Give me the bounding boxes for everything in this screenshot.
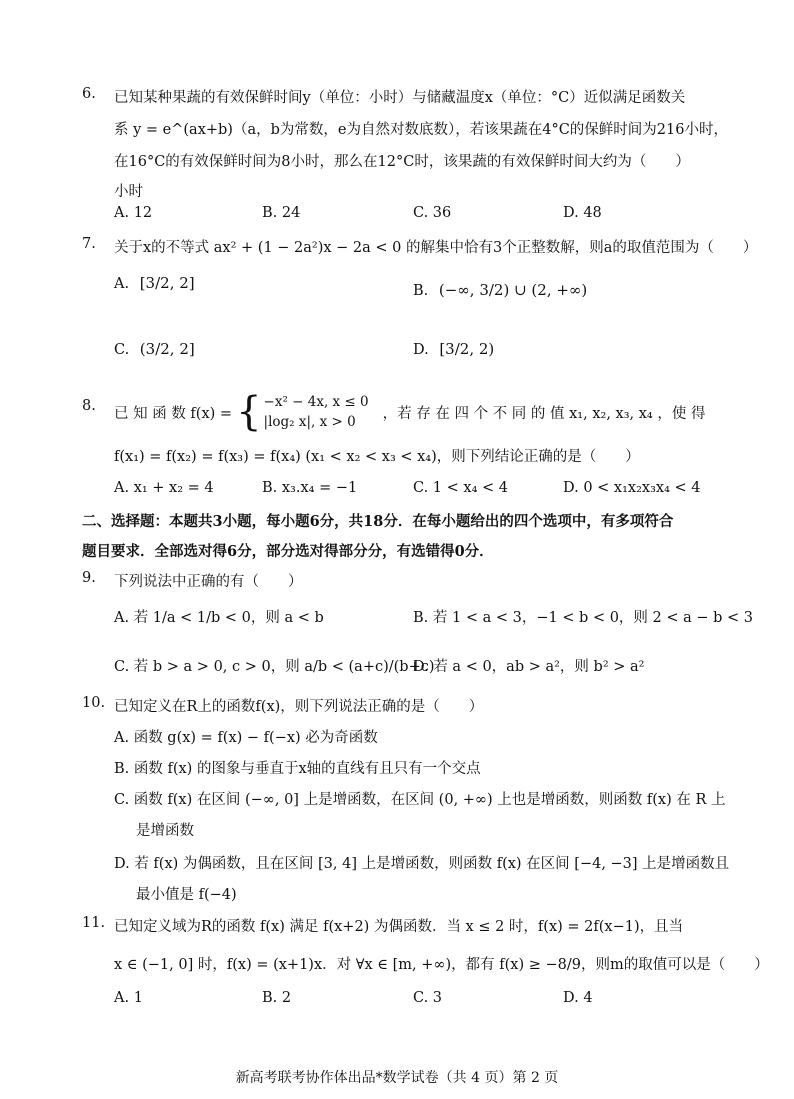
option-d-continued: 最小值是 f(−4)	[136, 887, 237, 903]
option-a[interactable]: A. 函数 g(x) = f(x) − f(−x) 必为奇函数	[114, 730, 378, 746]
option-value: [3/2, 2]	[139, 274, 195, 292]
question-text: 关于x的不等式 ax² + (1 − 2a²)x − 2a < 0 的解集中恰有3个正整数解，则a的取值范围为（ ）	[114, 240, 758, 256]
option-a[interactable]: A. 若 1/a < 1/b < 0，则 a < b	[114, 610, 324, 626]
option-d[interactable]: D. 4	[563, 990, 593, 1006]
option-a[interactable]: A. x₁ + x₂ = 4	[114, 480, 214, 496]
question-text: 在16°C的有效保鲜时间为8小时，那么在12°C时，该果蔬的有效保鲜时间大约为（ ）	[114, 154, 690, 170]
piecewise-function	[236, 389, 369, 435]
case-1: −x² − 4x, x ≤ 0	[263, 394, 369, 410]
question-number: 10.	[82, 695, 106, 711]
question-text: ，若 存 在 四 个 不 同 的 值 x₁, x₂, x₃, x₄ ，使 得	[382, 405, 706, 422]
option-b[interactable]: B. 若 1 < a < 3，−1 < b < 0，则 2 < a − b < 3	[413, 610, 754, 626]
question-text: 已知定义域为R的函数 f(x) 满足 f(x+2) 为偶函数．当 x ≤ 2 时，f(x) = 2f(x−1)，且当	[114, 919, 684, 935]
option-b[interactable]: B. x₃.x₄ = −1	[262, 480, 358, 496]
question-text: f(x₁) = f(x₂) = f(x₃) = f(x₄) (x₁ < x₂ < x₃ < x₄)，则下列结论正确的是（ ）	[114, 449, 640, 465]
question-number: 6.	[82, 86, 96, 102]
option-label: D.	[413, 342, 429, 358]
case-2: |log₂ x|, x > 0	[263, 414, 356, 430]
option-c[interactable]: C. 函数 f(x) 在区间 (−∞, 0] 上是增函数，在区间 (0, +∞) 上也是增函数，则函数 f(x) 在 R 上	[114, 792, 726, 808]
option-c[interactable]: C. 3	[413, 990, 443, 1006]
option-label: B.	[413, 283, 429, 299]
question-text: 已 知 函 数 f(x) =	[114, 405, 233, 422]
page-footer: 新高考联考协作体出品*数学试卷（共 4 页）第 2 页	[235, 1070, 559, 1086]
option-d[interactable]: D. 0 < x₁x₂x₃x₄ < 4	[563, 480, 701, 496]
option-d[interactable]: D. 若 f(x) 为偶函数，且在区间 [3, 4] 上是增函数，则函数 f(x) 在区间 [−4, −3] 上是增函数且	[114, 856, 730, 872]
question-text: 小时	[114, 184, 143, 200]
option-a[interactable]	[114, 274, 195, 292]
question-number: 8.	[82, 398, 96, 414]
option-c[interactable]: C. 若 b > a > 0, c > 0，则 a/b < (a+c)/(b+c)	[114, 659, 435, 675]
section-text: 二、选择题：本题共3小题，每小题6分，共18分．在每小题给出的四个选项中，有多项符合	[82, 513, 674, 530]
option-d[interactable]	[413, 340, 494, 358]
question-text: 已知某种果蔬的有效保鲜时间y（单位：小时）与储藏温度x（单位：°C）近似满足函数关	[114, 90, 686, 106]
option-label: C.	[114, 342, 130, 358]
option-label: A.	[114, 276, 130, 292]
option-c[interactable]: C. 36	[413, 205, 452, 221]
option-a[interactable]: A. 12	[114, 205, 153, 221]
option-c[interactable]: C. 1 < x₄ < 4	[413, 480, 508, 496]
question-number: 9.	[82, 570, 96, 586]
option-b[interactable]: B. 24	[262, 205, 301, 221]
option-value: (−∞, 3/2) ∪ (2, +∞)	[438, 281, 588, 299]
option-b[interactable]: B. 2	[262, 990, 292, 1006]
option-value: (3/2, 2]	[139, 340, 195, 358]
section-text: 题目要求．全部选对得6分，部分选对得部分分，有选错得0分．	[82, 543, 494, 560]
option-value: [3/2, 2)	[439, 340, 495, 358]
question-number: 11.	[82, 915, 106, 931]
option-d[interactable]: D. 48	[563, 205, 602, 221]
question-text: x ∈ (−1, 0] 时，f(x) = (x+1)x．对 ∀x ∈ [m, +∞)，都有 f(x) ≥ −8/9，则m的取值可以是（ ）	[114, 957, 769, 973]
option-c-continued: 是增函数	[136, 823, 194, 839]
brace-icon: {	[236, 389, 262, 435]
question-number: 7.	[82, 236, 96, 252]
question-text: 下列说法中正确的有（ ）	[114, 574, 303, 590]
option-d[interactable]: D. 若 a < 0，ab > a²，则 b² > a²	[413, 659, 645, 675]
question-text: 系 y = e^(ax+b)（a，b为常数，e为自然对数底数），若该果蔬在4°C的保鲜时间为216小时，	[114, 122, 728, 138]
option-b[interactable]: B. 函数 f(x) 的图象与垂直于x轴的直线有且只有一个交点	[114, 761, 481, 777]
option-a[interactable]: A. 1	[114, 990, 143, 1006]
option-c[interactable]	[114, 340, 195, 358]
question-text: 已知定义在R上的函数f(x)，则下列说法正确的是（ ）	[114, 699, 484, 715]
question-stem	[114, 389, 706, 435]
option-b[interactable]	[413, 281, 587, 299]
